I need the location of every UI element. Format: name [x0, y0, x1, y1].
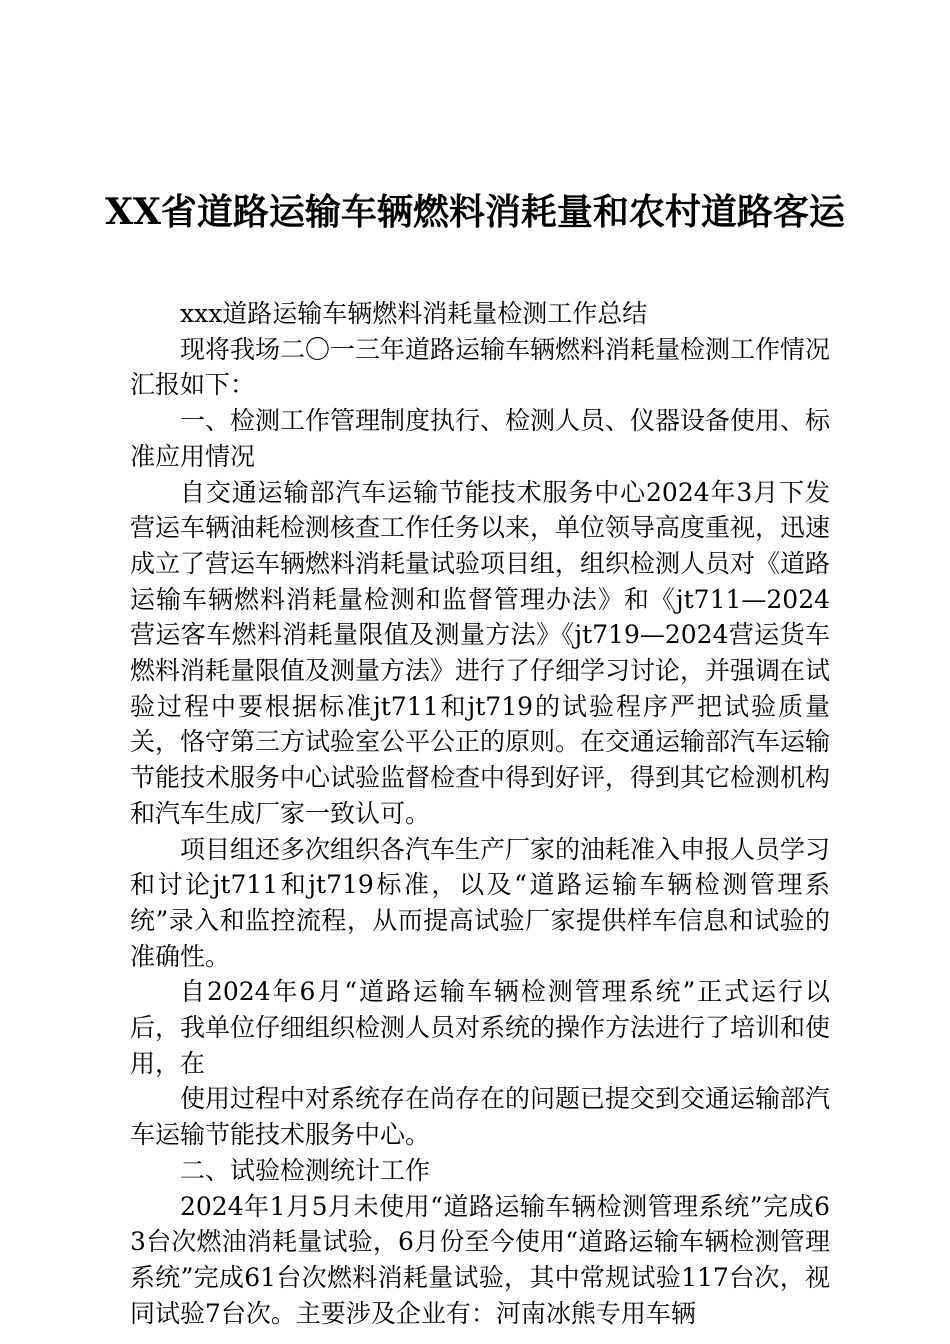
body-paragraph: 自交通运输部汽车运输节能技术服务中心2024年3月下发营运车辆油耗检测核查工作任务以来，单位领导高度重视，迅速成立了营运车辆燃料消耗量试验项目组，组织检测人员对《道路运输车辆燃料消耗量检测和监督管理办法》和《jt711—2024营运客车燃料消耗量限值及测量方法》《jt719—2024营运货车燃料消耗量限值及测量方法》进行了仔细学习讨论，并强调在试验过程中要根据标准jt711和jt719的试验程序严把试验质量关，恪守第三方试验室公平公正的原则。在交通运输部汽车运输节能技术服务中心试验监督检查中得到好评，得到其它检测机构和汽车生成厂家一致认可。 — [130, 477, 831, 828]
document-title: XX省道路运输车辆燃料消耗量和农村道路客运 — [105, 191, 845, 233]
section-heading-2: 二、试验检测统计工作 — [180, 1155, 431, 1185]
body-paragraph: 2024年1月5月未使用“道路运输车辆检测管理系统”完成63台次燃油消耗量试验，6月份至今使用“道路运输车辆检测管理系统”完成61台次燃料消耗量试验，其中常规试验117台次，视同试验7台次。主要涉及企业有：河南冰熊专用车辆 — [130, 1191, 830, 1328]
subtitle-paragraph: xxx道路运输车辆燃料消耗量检测工作总结 — [180, 299, 648, 328]
body-paragraph: 自2024年6月“道路运输车辆检测管理系统”正式运行以后，我单位仔细组织检测人员对系统的操作方法进行了培训和使用，在 — [130, 977, 831, 1078]
document-body — [130, 296, 830, 1331]
body-paragraph: 使用过程中对系统存在尚存在的问题已提交到交通运输部汽车运输节能技术服务中心。 — [130, 1084, 831, 1150]
body-paragraph: 项目组还多次组织各汽车生产厂家的油耗准入申报人员学习和讨论jt711和jt719标准，以及“道路运输车辆检测管理系统”录入和监控流程，从而提高试验厂家提供样车信息和试验的准确性。 — [130, 834, 831, 971]
section-heading-1: 一、检测工作管理制度执行、检测人员、仪器设备使用、标准应用情况 — [130, 406, 831, 471]
intro-paragraph: 现将我场二〇一三年道路运输车辆燃料消耗量检测工作情况汇报如下： — [130, 334, 831, 400]
